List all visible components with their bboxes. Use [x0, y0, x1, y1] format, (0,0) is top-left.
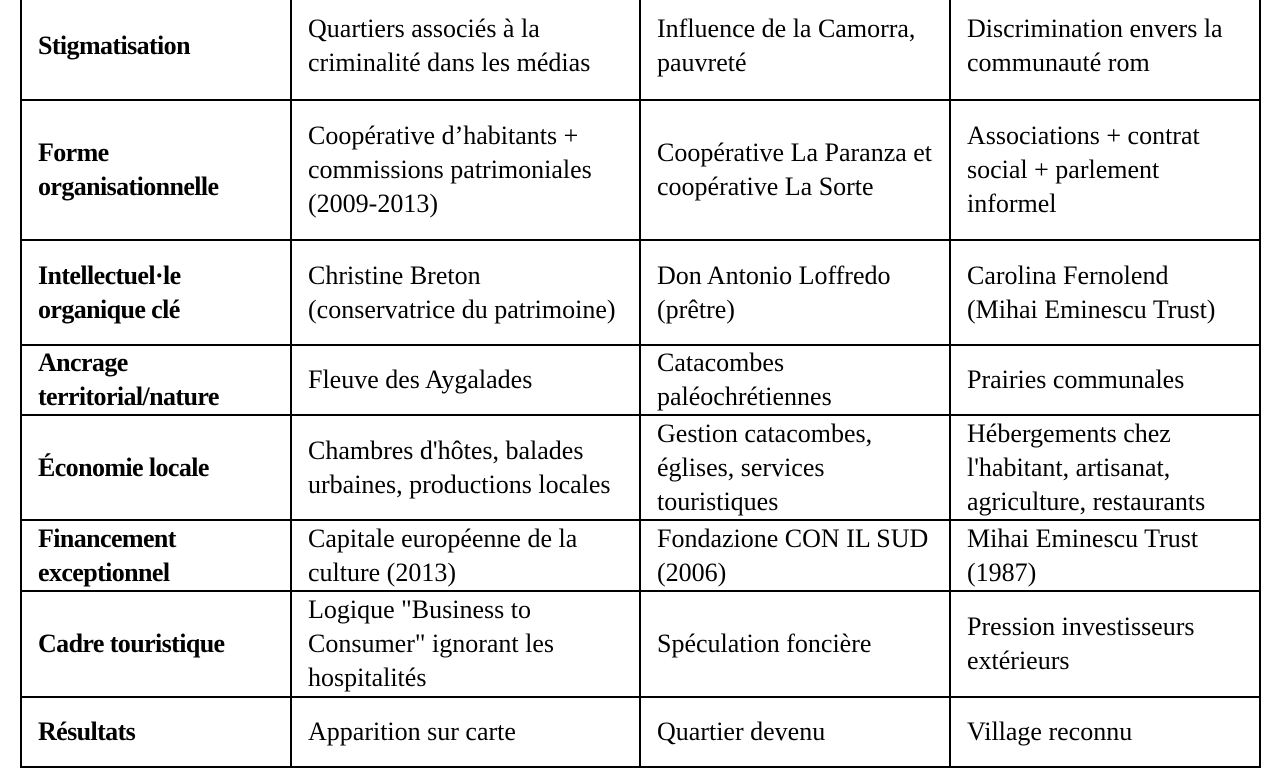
table-row	[21, 0, 1260, 100]
table-cell: Coopérative La Paranza et coopérative La Sorte	[640, 100, 950, 240]
row-header: Cadre touristique	[21, 591, 291, 697]
row-header: Stigmatisation	[21, 0, 291, 100]
table-cell: Quartier devenu	[640, 697, 950, 767]
row-header: Intellectuel·le organique clé	[21, 240, 291, 345]
table-cell: Catacombes paléochrétiennes	[640, 345, 950, 415]
table-cell: Spéculation foncière	[640, 591, 950, 697]
table-cell: Influence de la Camorra, pauvreté	[640, 0, 950, 100]
table-row	[21, 591, 1260, 697]
table-cell: Christine Breton (conservatrice du patrimoine)	[291, 240, 640, 345]
table-cell: Associations + contrat social + parlement informel	[950, 100, 1260, 240]
table-cell: Carolina Fernolend (Mihai Eminescu Trust)	[950, 240, 1260, 345]
table-row	[21, 100, 1260, 240]
table-cell: Fondazione CON IL SUD (2006)	[640, 520, 950, 591]
table-cell: Discrimination envers la communauté rom	[950, 0, 1260, 100]
row-header: Forme organisationnelle	[21, 100, 291, 240]
table-cell: Coopérative d’habitants + commissions patrimoniales (2009-2013)	[291, 100, 640, 240]
table-cell: Prairies communales	[950, 345, 1260, 415]
row-header: Économie locale	[21, 415, 291, 520]
row-header: Ancrage territorial/nature	[21, 345, 291, 415]
table-cell: Capitale européenne de la culture (2013)	[291, 520, 640, 591]
table-cell: Apparition sur carte	[291, 697, 640, 767]
table-cell: Quartiers associés à la criminalité dans les médias	[291, 0, 640, 100]
table-cell: Village reconnu	[950, 697, 1260, 767]
table-cell: Gestion catacombes, églises, services touristiques	[640, 415, 950, 520]
table-cell: Hébergements chez l'habitant, artisanat, agriculture, restaurants	[950, 415, 1260, 520]
table-cell: Fleuve des Aygalades	[291, 345, 640, 415]
row-header: Financement exceptionnel	[21, 520, 291, 591]
table-row	[21, 345, 1260, 415]
row-header: Résultats	[21, 697, 291, 767]
comparison-table	[20, 0, 1261, 768]
table-cell: Logique "Business to Consumer" ignorant les hospitalités	[291, 591, 640, 697]
table-cell: Mihai Eminescu Trust (1987)	[950, 520, 1260, 591]
table-row	[21, 415, 1260, 520]
table-row	[21, 520, 1260, 591]
table-cell: Pression investisseurs extérieurs	[950, 591, 1260, 697]
table-row	[21, 240, 1260, 345]
table-cell: Chambres d'hôtes, balades urbaines, productions locales	[291, 415, 640, 520]
table-cell: Don Antonio Loffredo (prêtre)	[640, 240, 950, 345]
table-row	[21, 697, 1260, 767]
